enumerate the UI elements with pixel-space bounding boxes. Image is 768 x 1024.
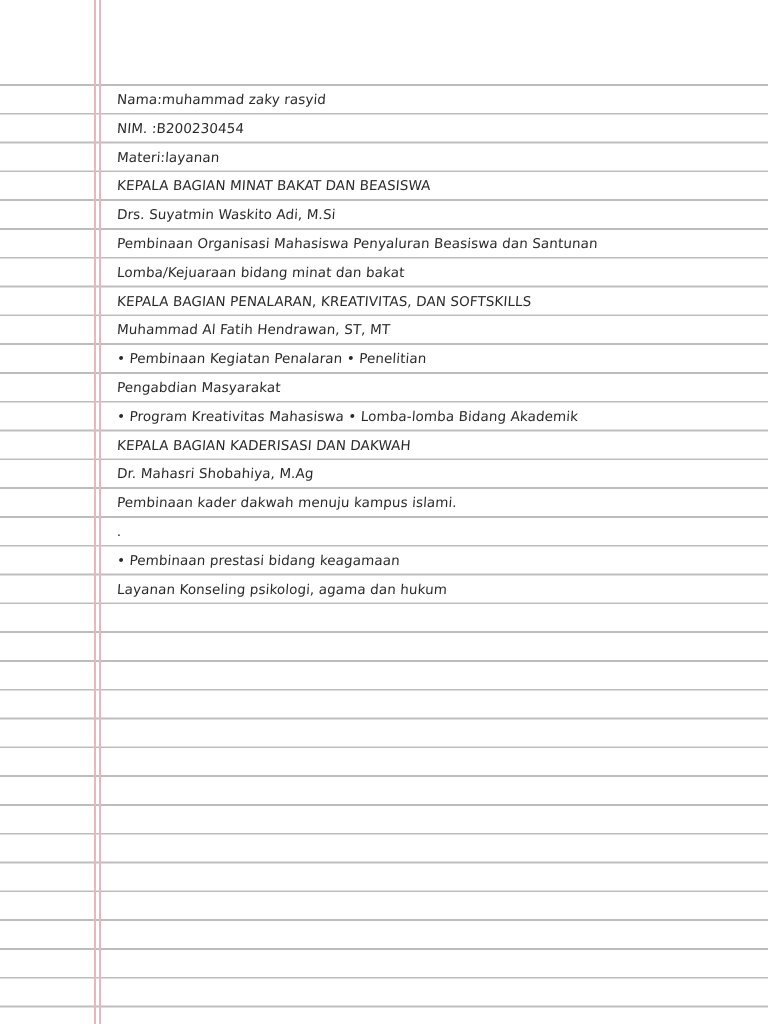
note-line-item: Pembinaan Organisasi Mahasiswa Penyaluran Beasiswa dan Santunan xyxy=(116,235,599,252)
handwritten-note xyxy=(116,86,746,604)
note-line-item: Pembinaan kader dakwah menuju kampus islami. xyxy=(116,495,458,512)
note-heading-penalaran: KEPALA BAGIAN PENALARAN, KREATIVITAS, DAN SOFTSKILLS xyxy=(116,293,532,310)
note-line-materi: Materi:layanan xyxy=(116,149,221,166)
note-line-head-name: Dr. Mahasri Shobahiya, M.Ag xyxy=(116,466,315,483)
note-line-head-name: Drs. Suyatmin Waskito Adi, M.Si xyxy=(116,207,337,224)
note-heading-kaderisasi: KEPALA BAGIAN KADERISASI DAN DAKWAH xyxy=(116,437,412,454)
note-line-item: • Program Kreativitas Mahasiswa • Lomba-lomba Bidang Akademik xyxy=(116,408,579,425)
note-line-item: Layanan Konseling psikologi, agama dan hukum xyxy=(116,581,448,598)
note-heading-minat-bakat: KEPALA BAGIAN MINAT BAKAT DAN BEASISWA xyxy=(116,178,432,195)
note-line-item: Lomba/Kejuaraan bidang minat dan bakat xyxy=(116,264,406,281)
note-line-dot: . xyxy=(116,523,123,540)
note-line-nama: Nama:muhammad zaky rasyid xyxy=(116,92,327,108)
note-line-item: • Pembinaan Kegiatan Penalaran • Penelitian xyxy=(116,351,427,368)
note-line-item: • Pembinaan prestasi bidang keagamaan xyxy=(116,552,401,569)
note-line-nim: NIM. :B200230454 xyxy=(116,120,245,137)
note-line-head-name: Muhammad Al Fatih Hendrawan, ST, MT xyxy=(116,322,391,339)
margin-line xyxy=(99,0,101,1024)
note-line-item: Pengabdian Masyarakat xyxy=(116,379,282,396)
margin-line xyxy=(94,0,96,1024)
